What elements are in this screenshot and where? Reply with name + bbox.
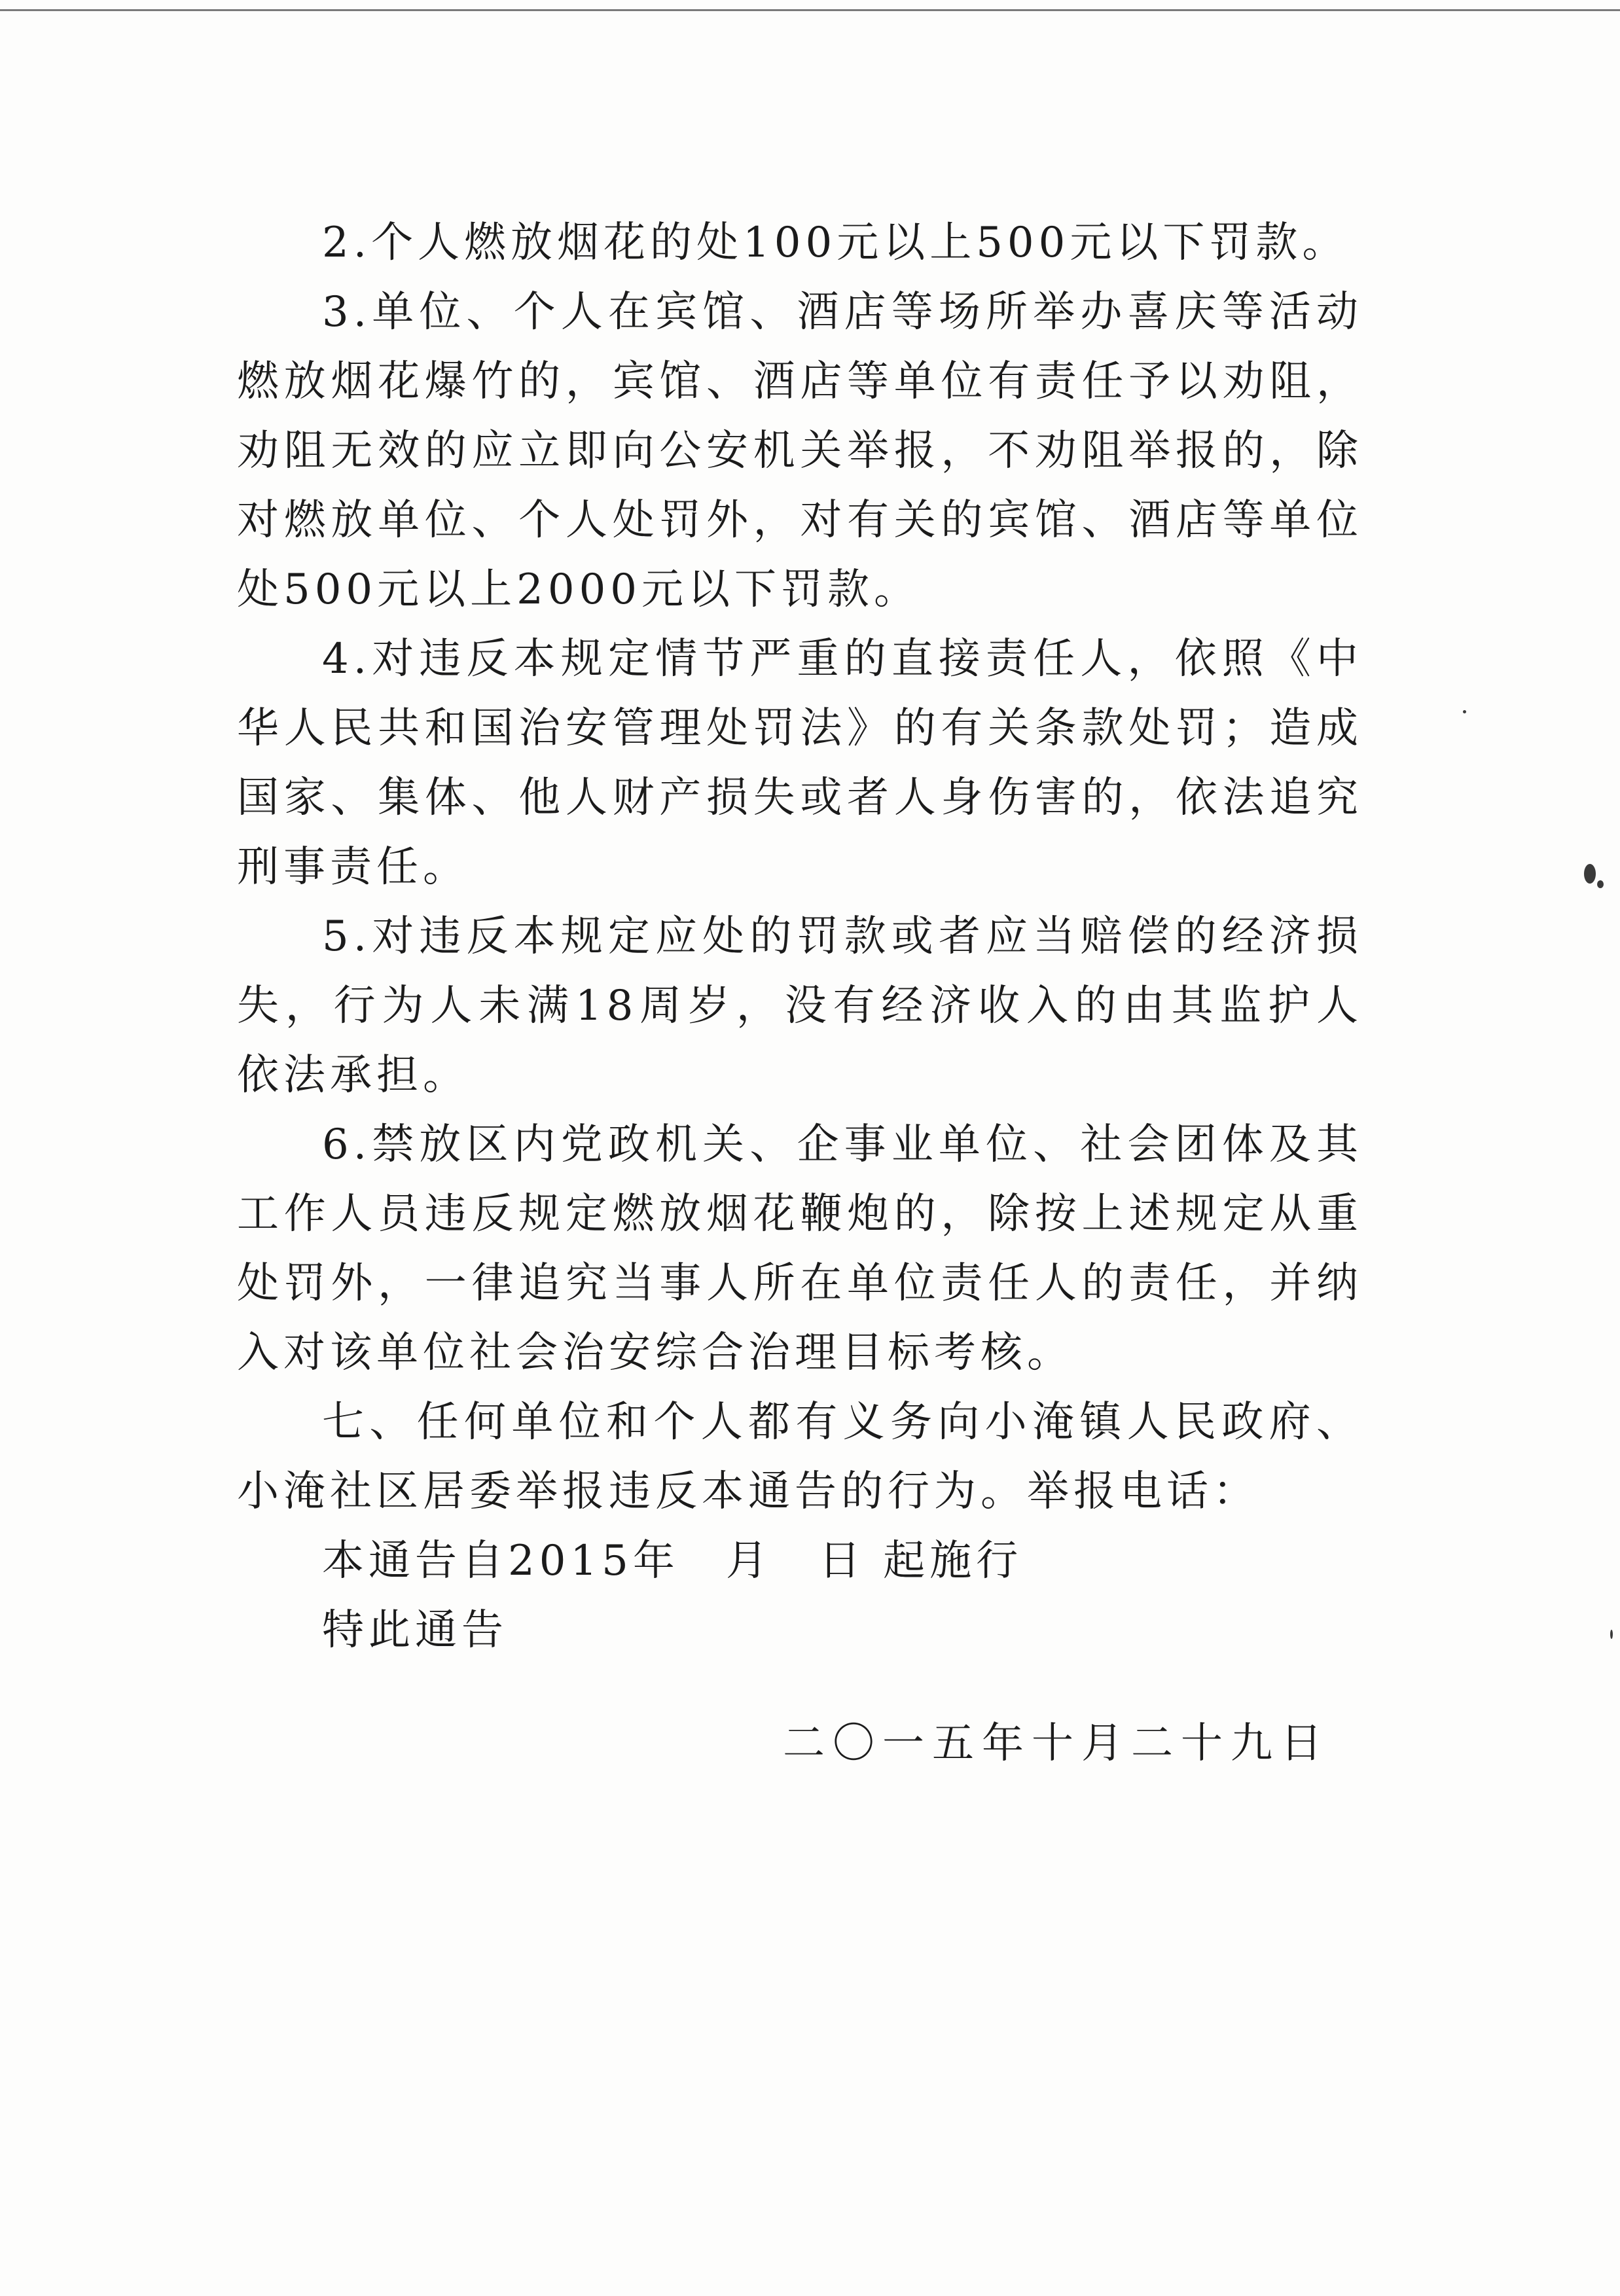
scan-mark xyxy=(1463,710,1466,713)
scan-mark xyxy=(1597,880,1604,888)
scan-edge-line xyxy=(0,9,1620,11)
notice-body xyxy=(237,208,1363,1665)
clause-5: 5.对违反本规定应处的罚款或者应当赔偿的经济损失，行为人未满18周岁，没有经济收入的由其监护人依法承担。 xyxy=(237,912,1363,1100)
clause-4: 4.对违反本规定情节严重的直接责任人，依照《中华人民共和国治安管理处罚法》的有关条款处罚；造成国家、集体、他人财产损失或者人身伤害的，依法追究刑事责任。 xyxy=(237,635,1363,891)
effective-date-line: 本通告自2015年 月 日 起施行 xyxy=(322,1537,1023,1585)
clause-2: 2.个人燃放烟花的处100元以上500元以下罚款。 xyxy=(322,219,1349,267)
scan-mark xyxy=(1610,1630,1613,1639)
closing-line: 特此通告 xyxy=(322,1606,508,1655)
clause-3: 3.单位、个人在宾馆、酒店等场所举办喜庆等活动燃放烟花爆竹的，宾馆、酒店等单位有责任予以劝阻，劝阻无效的应立即向公安机关举报，不劝阻举报的，除对燃放单位、个人处罚外，对有关的宾馆、酒店等单位处500元以上2000元以下罚款。 xyxy=(237,288,1363,614)
clause-6: 6.禁放区内党政机关、企事业单位、社会团体及其工作人员违反规定燃放烟花鞭炮的，除按上述规定从重处罚外，一律追究当事人所在单位责任人的责任，并纳入对该单位社会治安综合治理目标考核。 xyxy=(237,1121,1363,1377)
article-7: 七、任何单位和个人都有义务向小淹镇人民政府、小淹社区居委举报违反本通告的行为。举报电话： xyxy=(237,1398,1363,1516)
issue-date: 二〇一五年十月二十九日 xyxy=(783,1719,1330,1768)
scan-mark xyxy=(1584,864,1596,884)
